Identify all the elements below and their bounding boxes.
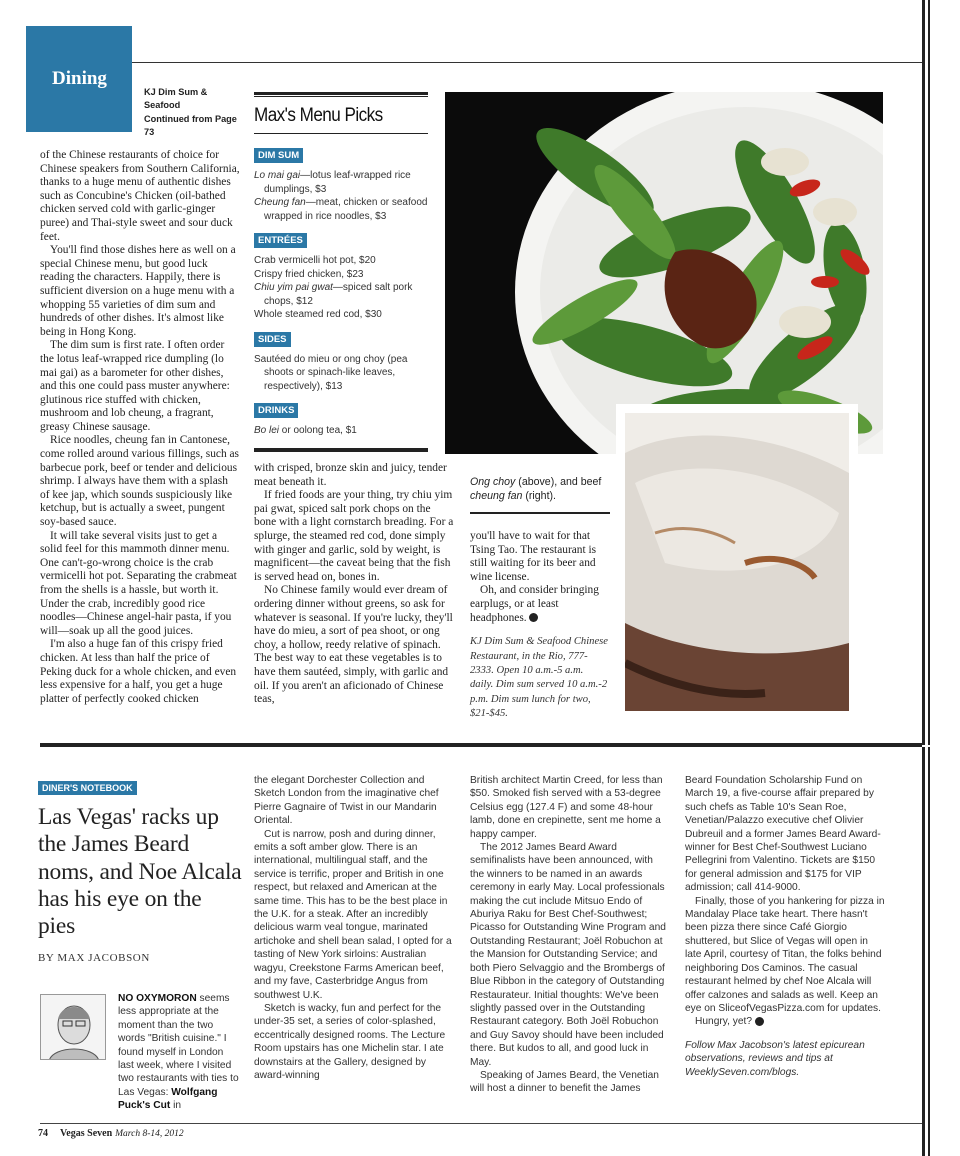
paragraph: of the Chinese restaurants of choice for Chinese speakers from Southern California, thanks to a huge menu of authentic dishes such as Concubine's Chicken (oil-bathed chicken served cold with garlic-ginger puree) and Thai-style sweet and sour duck feet. xyxy=(40,149,240,243)
photo-caption: Ong choy (above), and beef cheung fan (right). xyxy=(470,476,602,502)
top-rule xyxy=(132,62,922,63)
lower-right-bar-2 xyxy=(928,747,930,1156)
right-edge-bar-2 xyxy=(928,0,930,745)
paragraph: The dim sum is first rate. I often order the lotus leaf-wrapped rice dumpling (lo mai gai) as a barometer for other dishes, and this one could pass muster anywhere: glutinous rice stuffed with chicken, mushroom and lob cheung, a fragrant, greasy Chinese sausage. xyxy=(40,339,230,433)
paragraph: the elegant Dorchester Collection and Sketch London from the imaginative chef Pierre Gagnaire of Twist in our Mandarin Oriental. xyxy=(254,775,439,827)
menu-section-label: DIM SUM xyxy=(254,148,303,163)
article-column-3 xyxy=(470,530,608,722)
paragraph: It will take several visits just to get a solid feel for this mammoth dinner menu. One can't-go-wrong choice is the crab vermicelli hot pot. Separating the crabmeat from the shells is a hassle, but worth it. Under the crab, incredibly good rice noodles—Chinese angel-hair pasta, if you will—soak up all the good juices. xyxy=(40,529,237,637)
menu-item: Sautéed do mieu or ong choy (pea shoots or spinach-like leaves, respectively), $13 xyxy=(254,353,408,392)
menu-picks-box xyxy=(254,92,428,452)
lower-right-bar xyxy=(922,747,925,1156)
paragraph: No Chinese family would ever dream of ordering dinner without greens, so ask for whatever is seasonal. If you're lucky, they'll have do mieu, a sort of pea shoot, or ong choy, a hollow, reedy relative of spinach. The best way to eat these vegetables is to have them sautéed, simply, with garlic and oil. If you aren't an aficionado of Chinese teas, xyxy=(254,584,453,706)
right-edge-bar xyxy=(922,0,925,745)
continued-page: Continued from Page 73 xyxy=(144,113,237,138)
menu-section-label: SIDES xyxy=(254,332,291,347)
end-mark-icon xyxy=(529,613,538,622)
menu-item: Chiu yim pai gwat—spiced salt pork chops, $12 xyxy=(254,282,413,307)
menu-item: Crab vermicelli hot pot, $20 xyxy=(254,255,376,266)
menu-section-label: ENTRÉES xyxy=(254,233,307,248)
paragraph: Cut is narrow, posh and during dinner, emits a soft amber glow. There is an international, multilingual staff, and the service is terrific, proper and British in one respect, but relaxed and American at the same time. This has to be the best place in the U.K. for a steak. After an incredibly delicious warm veal tongue, marinated artichoke and shell bean salad, I opted for a tasting of New York sirloins: Australian wagyu, Creekstone Farms American beef, and my fave, Casterbridge Angus from southwest U.K. xyxy=(254,828,452,1001)
section-label: Dining xyxy=(52,68,107,89)
menu-item: Cheung fan—meat, chicken or seafood wrapped in rice noodles, $3 xyxy=(254,197,428,222)
photo-cheung-fan xyxy=(616,404,858,720)
menu-section-label: DRINKS xyxy=(254,403,298,418)
restaurant-info: KJ Dim Sum & Seafood Chinese Restaurant, in the Rio, 777-2333. Open 10 a.m.-5 a.m. daily. Dim sum served 10 a.m.-2 p.m. Dim sum lunch for two, $21-$45. xyxy=(470,636,608,720)
publication-name: Vegas Seven xyxy=(60,1128,113,1139)
section-badge xyxy=(26,26,132,132)
page-number: 74 xyxy=(38,1128,48,1139)
footer-rule xyxy=(40,1123,922,1124)
paragraph: If fried foods are your thing, try chiu yim pai gwat, spiced salt pork chops on the bone with a light cornstarch breading. For a splurge, the steamed red cod, done simply with ginger and garlic, sold by weight, is magnificent—the caveat being that the fish is served head on, bones in. xyxy=(254,489,454,583)
section-divider xyxy=(40,743,922,747)
paragraph: I'm also a huge fan of this crispy fried chicken. At less than half the price of Peking duck for a whole chicken, and even less expensive for a half, you get a huge platter of perfectly cooked chicken xyxy=(40,638,237,705)
paragraph: Rice noodles, cheung fan in Cantonese, come rolled around various fillings, such as barbecue pork, beef or tender and delicious shrimp. I always have them with a splash of kee jap, which sounds suspiciously like ketchup, but is actually a sweet, pungent soy-based sauce. xyxy=(40,434,239,529)
paragraph: with crisped, bronze skin and juicy, tender meat beneath it. xyxy=(254,462,447,488)
paragraph: you'll have to wait for that Tsing Tao. The restaurant is still waiting for its beer and wine license. xyxy=(470,530,597,583)
photo-ong-choy xyxy=(445,92,883,454)
notebook-column-2 xyxy=(254,774,452,1082)
notebook-column-4 xyxy=(685,774,885,1079)
issue-date: March 8-14, 2012 xyxy=(115,1129,184,1139)
menu-item: Crispy fried chicken, $23 xyxy=(254,268,364,280)
menu-title: Max's Menu Picks xyxy=(254,105,383,126)
follow-note: Follow Max Jacobson's latest epicurean observations, reviews and tips at WeeklySeven.com/blogs. xyxy=(685,1039,865,1078)
paragraph: The 2012 James Beard Award semifinalists have been announced, with the winners to be named in an awards ceremony in early May. Local professionals making the cut include Mitsuo Endo of Aburiya Raku for Best Chef-Southwest; Picasso for Outstanding Wine Program and Outstanding Restaurant; Joël Robuchon at the Mansion for Outstanding Service; and both Piero Selvaggio and the Brombergs of Blue Ribbon in the category of Outstanding Restaurateur. Initial thoughts: We've been slightly passed over in the Outstanding Restaurant category. Both Joël Robuchon and Guy Savoy should have been included there. But kudos to all, and good luck in May. xyxy=(470,842,666,1068)
notebook-lead: NO OXYMORON seems less appropriate at the moment than the two words "British cuisine." I found myself in London last week, where I visited two restaurants with ties to Las Vegas: Wolfgang Puck's Cut in xyxy=(118,993,239,1112)
paragraph: You'll find those dishes here as well on a special Chinese menu, but good luck reading the characters. Happily, there is sufficient diversion on a huge menu with a whopping 55 varieties of dim sum and hundreds of other dishes. It's almost like being in Hong Kong. xyxy=(40,244,236,338)
paragraph: Hungry, yet? xyxy=(685,1015,885,1028)
end-mark-icon xyxy=(755,1017,764,1026)
menu-item: Whole steamed red cod, $30 xyxy=(254,309,382,320)
page-footer xyxy=(38,1128,184,1139)
continued-note xyxy=(144,86,244,140)
notebook-label: DINER'S NOTEBOOK xyxy=(38,781,137,795)
menu-item: Bo lei or oolong tea, $1 xyxy=(254,425,357,436)
paragraph: Oh, and consider bringing earplugs, or at least headphones. xyxy=(470,584,599,624)
paragraph: Finally, those of you hankering for pizza in Mandalay Place take heart. There hasn't been pizza there since Café Giorgio shuttered, but Slice of Vegas will open in late April, courtesy of Titan, the folks behind neighboring Dos Caminos. The casual restaurant helmed by chef Noe Alcala will offer calzones and salads as well. Keep an eye on SliceofVegasPizza.com for updates. xyxy=(685,895,885,1014)
byline: BY MAX JACOBSON xyxy=(38,952,150,964)
article-column-2 xyxy=(254,462,454,707)
notebook-headline: Las Vegas' racks up the James Beard noms, and Noe Alcala has his eye on the pies xyxy=(38,804,242,940)
menu-item: Lo mai gai—lotus leaf-wrapped rice dumplings, $3 xyxy=(254,170,411,195)
paragraph: British architect Martin Creed, for less than $50. Smoked fish served with a 53-degree Celsius egg (127.4 F) and some 48-hour lamb, done en crepinette, sent me home a happy camper. xyxy=(470,775,663,840)
notebook-column-3 xyxy=(470,774,668,1096)
continued-title: KJ Dim Sum & Seafood xyxy=(144,87,208,111)
paragraph: Beard Foundation Scholarship Fund on March 19, a five-course affair prepared by such chefs as Table 10's Sean Roe, Venetian/Palazzo executive chef Olivier Dubreuil and a former James Beard Award-winner for Best Chef-Southwest Luciano Pellegrini from Valentino. Tickets are $150 for general admission and $175 for VIP admission; call 414-9000. xyxy=(685,775,881,894)
paragraph: Sketch is wacky, fun and perfect for the under-35 set, a series of color-splashed, eccentrically designed rooms. The Lecture Room upstairs has one Michelin star. I ate downstairs at the Gallery, designed by award-winning xyxy=(254,1002,446,1081)
article-column-1 xyxy=(40,149,240,706)
caption-rule xyxy=(470,512,610,514)
paragraph: Speaking of James Beard, the Venetian will host a dinner to benefit the James xyxy=(470,1069,659,1095)
